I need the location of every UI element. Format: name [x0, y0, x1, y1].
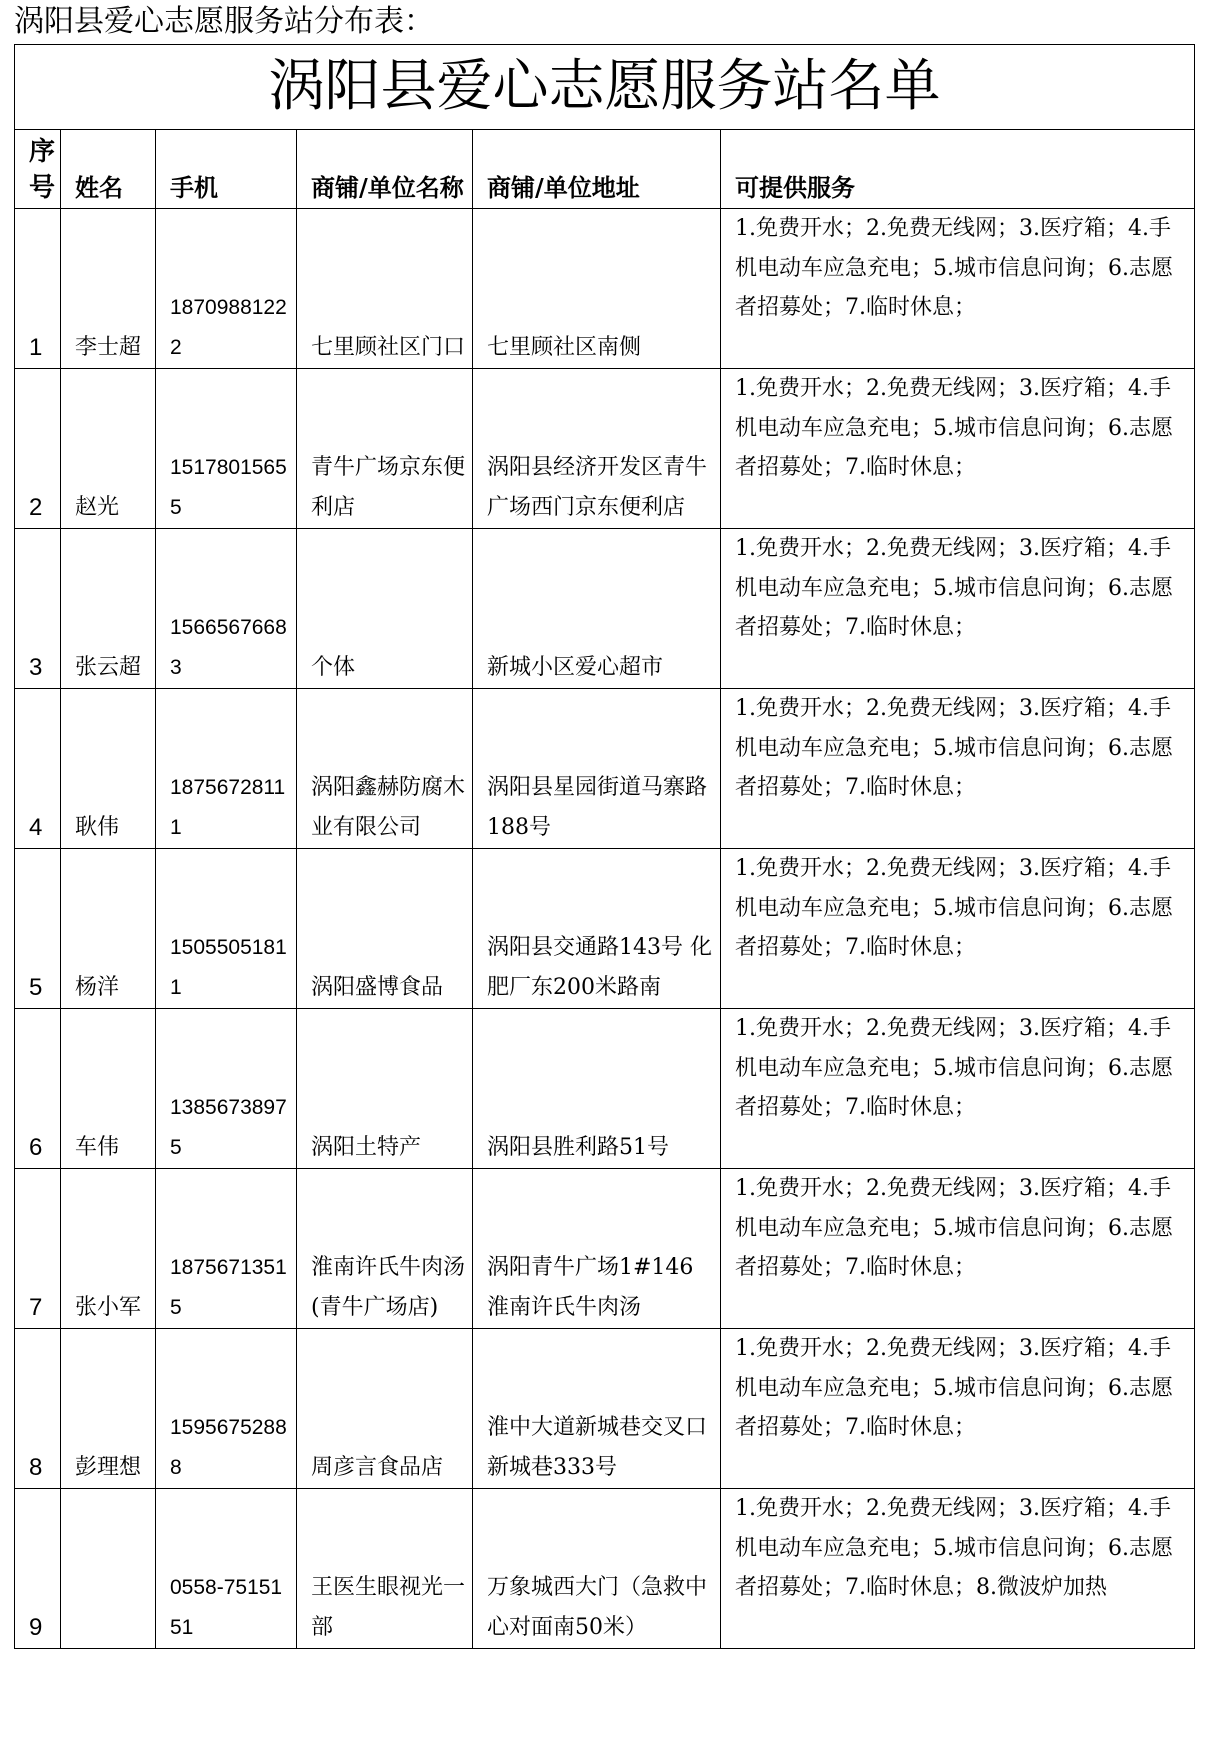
cell-address: 涡阳青牛广场1#146淮南许氏牛肉汤 — [473, 1169, 721, 1329]
cell-address: 新城小区爱心超市 — [473, 529, 721, 689]
cell-services: 1.免费开水；2.免费无线网；3.医疗箱；4.手机电动车应急充电；5.城市信息问询；6.志愿者招募处；7.临时休息； — [721, 1009, 1195, 1169]
cell-address: 涡阳县经济开发区青牛广场西门京东便利店 — [473, 369, 721, 529]
cell-seq: 7 — [15, 1169, 61, 1329]
header-name: 姓名 — [61, 130, 156, 209]
table-row — [15, 1489, 1195, 1649]
cell-services: 1.免费开水；2.免费无线网；3.医疗箱；4.手机电动车应急充电；5.城市信息问询；6.志愿者招募处；7.临时休息；8.微波炉加热 — [721, 1489, 1195, 1649]
header-phone: 手机 — [156, 130, 297, 209]
cell-services: 1.免费开水；2.免费无线网；3.医疗箱；4.手机电动车应急充电；5.城市信息问询；6.志愿者招募处；7.临时休息； — [721, 849, 1195, 1009]
cell-seq: 6 — [15, 1009, 61, 1169]
cell-seq: 1 — [15, 209, 61, 369]
cell-phone: 18756713515 — [156, 1169, 297, 1329]
cell-services: 1.免费开水；2.免费无线网；3.医疗箱；4.手机电动车应急充电；5.城市信息问询；6.志愿者招募处；7.临时休息； — [721, 689, 1195, 849]
cell-shop: 个体 — [297, 529, 473, 689]
header-shop: 商铺/单位名称 — [297, 130, 473, 209]
cell-phone: 13856738975 — [156, 1009, 297, 1169]
cell-seq: 3 — [15, 529, 61, 689]
cell-shop: 周彦言食品店 — [297, 1329, 473, 1489]
cell-shop: 涡阳土特产 — [297, 1009, 473, 1169]
cell-name: 车伟 — [61, 1009, 156, 1169]
cell-shop: 涡阳盛博食品 — [297, 849, 473, 1009]
table-row — [15, 1009, 1195, 1169]
cell-name: 耿伟 — [61, 689, 156, 849]
table-row — [15, 529, 1195, 689]
table-row — [15, 849, 1195, 1009]
table-header-row — [15, 130, 1195, 209]
cell-phone: 18756728111 — [156, 689, 297, 849]
table-row — [15, 369, 1195, 529]
header-address: 商铺/单位地址 — [473, 130, 721, 209]
header-seq: 序号 — [15, 130, 61, 209]
cell-name: 杨洋 — [61, 849, 156, 1009]
cell-shop: 涡阳鑫赫防腐木业有限公司 — [297, 689, 473, 849]
cell-address: 万象城西大门（急救中心对面南50米） — [473, 1489, 721, 1649]
cell-shop: 青牛广场京东便利店 — [297, 369, 473, 529]
cell-name: 彭理想 — [61, 1329, 156, 1489]
cell-phone: 15178015655 — [156, 369, 297, 529]
cell-address: 淮中大道新城巷交叉口新城巷333号 — [473, 1329, 721, 1489]
cell-name: 赵光 — [61, 369, 156, 529]
table-row — [15, 1329, 1195, 1489]
cell-name: 李士超 — [61, 209, 156, 369]
table-row — [15, 1169, 1195, 1329]
cell-services: 1.免费开水；2.免费无线网；3.医疗箱；4.手机电动车应急充电；5.城市信息问询；6.志愿者招募处；7.临时休息； — [721, 529, 1195, 689]
cell-shop: 淮南许氏牛肉汤(青牛广场店) — [297, 1169, 473, 1329]
cell-seq: 4 — [15, 689, 61, 849]
cell-seq: 2 — [15, 369, 61, 529]
table-row — [15, 689, 1195, 849]
cell-name — [61, 1489, 156, 1649]
cell-address: 涡阳县星园街道马寨路188号 — [473, 689, 721, 849]
cell-shop: 王医生眼视光一部 — [297, 1489, 473, 1649]
cell-services: 1.免费开水；2.免费无线网；3.医疗箱；4.手机电动车应急充电；5.城市信息问询；6.志愿者招募处；7.临时休息； — [721, 1169, 1195, 1329]
cell-address: 七里顾社区南侧 — [473, 209, 721, 369]
page-caption: 涡阳县爱心志愿服务站分布表： — [14, 4, 434, 39]
table-row — [15, 209, 1195, 369]
cell-seq: 8 — [15, 1329, 61, 1489]
cell-phone: 0558-7515151 — [156, 1489, 297, 1649]
volunteer-station-table — [14, 44, 1195, 1649]
cell-phone: 15055051811 — [156, 849, 297, 1009]
cell-phone: 15665676683 — [156, 529, 297, 689]
cell-phone: 18709881222 — [156, 209, 297, 369]
cell-address: 涡阳县胜利路51号 — [473, 1009, 721, 1169]
cell-phone: 15956752888 — [156, 1329, 297, 1489]
header-services: 可提供服务 — [721, 130, 1195, 209]
cell-seq: 5 — [15, 849, 61, 1009]
table-title: 涡阳县爱心志愿服务站名单 — [15, 45, 1195, 130]
cell-shop: 七里顾社区门口 — [297, 209, 473, 369]
cell-services: 1.免费开水；2.免费无线网；3.医疗箱；4.手机电动车应急充电；5.城市信息问询；6.志愿者招募处；7.临时休息； — [721, 209, 1195, 369]
cell-services: 1.免费开水；2.免费无线网；3.医疗箱；4.手机电动车应急充电；5.城市信息问询；6.志愿者招募处；7.临时休息； — [721, 369, 1195, 529]
cell-name: 张小军 — [61, 1169, 156, 1329]
cell-seq: 9 — [15, 1489, 61, 1649]
cell-address: 涡阳县交通路143号 化肥厂东200米路南 — [473, 849, 721, 1009]
cell-name: 张云超 — [61, 529, 156, 689]
cell-services: 1.免费开水；2.免费无线网；3.医疗箱；4.手机电动车应急充电；5.城市信息问询；6.志愿者招募处；7.临时休息； — [721, 1329, 1195, 1489]
